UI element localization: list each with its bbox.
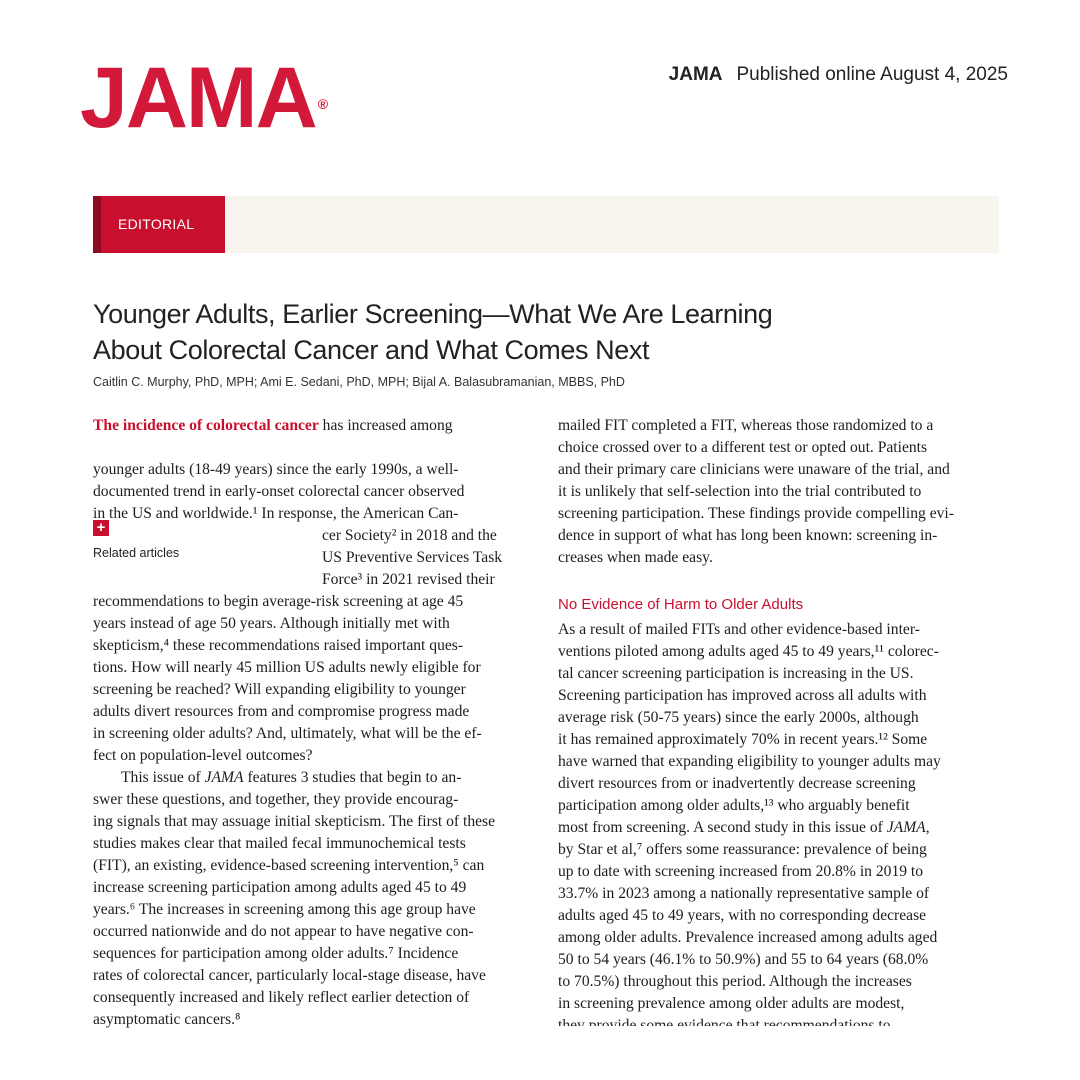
text-line: rates of colorectal cancer, particularly local-stage disease, have (93, 967, 486, 984)
text-line: studies makes clear that mailed fecal immunochemical tests (93, 835, 466, 852)
text-line: tions. How will nearly 45 million US adults newly eligible for (93, 659, 481, 676)
article-title (93, 296, 893, 368)
text-line: to 70.5%) throughout this period. Although the increases (558, 973, 912, 990)
text-line: (FIT), an existing, evidence-based screening intervention,⁵ can (93, 857, 485, 874)
article-type-banner (93, 196, 999, 253)
text-line: in the US and worldwide.¹ In response, the American Can- (93, 505, 459, 522)
text-line: by Star et al,⁷ offers some reassurance: prevalence of being (558, 841, 927, 858)
text-line: ventions piloted among adults aged 45 to 49 years,¹¹ colorec- (558, 643, 939, 660)
text-line: years instead of age 50 years. Although initially met with (93, 615, 450, 632)
text-line: it is unlikely that self-selection into the trial contributed to (558, 483, 922, 500)
text-line: it has remained approximately 70% in recent years.¹² Some (558, 731, 928, 748)
text-line: consequently increased and likely reflect earlier detection of (93, 989, 470, 1006)
editorial-label: EDITORIAL (118, 216, 195, 232)
text-line: fect on population-level outcomes? (93, 747, 313, 764)
text-line: in screening older adults? And, ultimately, what will be the ef- (93, 725, 482, 742)
text-line: participation among older adults,¹³ who arguably benefit (558, 797, 910, 814)
text-line: choice crossed over to a different test or opted out. Patients (558, 439, 928, 456)
text-line: documented trend in early-onset colorectal cancer observed (93, 483, 465, 500)
related-articles[interactable] (93, 520, 179, 560)
page-cutoff (558, 1026, 1008, 1036)
lead-in: The incidence of colorectal cancer (93, 417, 319, 434)
publication-date: Published online August 4, 2025 (736, 64, 1008, 85)
text-line: years.⁶ The increases in screening among this age group have (93, 901, 476, 918)
text-line: creases when made easy. (558, 549, 713, 566)
text-line: adults aged 45 to 49 years, with no corresponding decrease (558, 907, 927, 924)
text-line: tal cancer screening participation is increasing in the US. (558, 665, 914, 682)
text-line: 33.7% in 2023 among a nationally representative sample of (558, 885, 930, 902)
text-line: up to date with screening increased from 20.8% in 2019 to (558, 863, 924, 880)
text-line: adults divert resources from and compromise progress made (93, 703, 470, 720)
text-line: 50 to 54 years (46.1% to 50.9%) and 55 to 64 years (68.0% (558, 951, 929, 968)
journal-name: JAMA (668, 64, 723, 85)
text-line: average risk (50-75 years) since the early 2000s, although (558, 709, 919, 726)
text-line: divert resources from or inadvertently decrease screening (558, 775, 916, 792)
text-line: Force³ in 2021 revised their (322, 571, 495, 588)
text-line (93, 415, 453, 437)
registered-mark: ® (317, 96, 329, 112)
text-line: among older adults. Prevalence increased among adults aged (558, 929, 938, 946)
publication-line (669, 64, 1008, 86)
logo-text: JAMA (80, 50, 316, 146)
text-line: As a result of mailed FITs and other evidence-based inter- (558, 621, 920, 638)
author-list: Caitlin C. Murphy, PhD, MPH; Ami E. Sedani, PhD, MPH; Bijal A. Balasubramanian, MBBS, PhD (93, 375, 625, 389)
text-span: has increased among (318, 417, 453, 434)
text-line: This issue of JAMA features 3 studies that begin to an- (121, 769, 462, 786)
text-line: occurred nationwide and do not appear to have negative con- (93, 923, 474, 940)
editorial-tag (93, 196, 225, 253)
text-line: cer Society² in 2018 and the (322, 527, 497, 544)
text-line: and their primary care clinicians were unaware of the trial, and (558, 461, 950, 478)
title-line: Younger Adults, Earlier Screening—What We Are Learning (93, 299, 773, 329)
text-line: dence in support of what has long been known: screening in- (558, 527, 938, 544)
text-line: asymptomatic cancers.⁸ (93, 1011, 241, 1028)
text-line: most from screening. A second study in this issue of JAMA, (558, 819, 930, 836)
text-line: screening be reached? Will expanding eligibility to younger (93, 681, 466, 698)
text-line: screening participation. These findings provide compelling evi- (558, 505, 954, 522)
text-line: US Preventive Services Task (322, 549, 503, 566)
text-line: sequences for participation among older adults.⁷ Incidence (93, 945, 459, 962)
plus-icon[interactable]: + (93, 520, 109, 536)
section-heading: No Evidence of Harm to Older Adults (558, 596, 804, 613)
related-articles-label[interactable]: Related articles (93, 546, 180, 560)
title-line: About Colorectal Cancer and What Comes Next (93, 335, 650, 365)
text-line: Screening participation has improved across all adults with (558, 687, 927, 704)
text-line: younger adults (18-49 years) since the early 1990s, a well- (93, 461, 459, 478)
text-line: mailed FIT completed a FIT, whereas those randomized to a (558, 417, 934, 434)
text-line: increase screening participation among adults aged 45 to 49 (93, 879, 467, 896)
text-line: in screening prevalence among older adults are modest, (558, 995, 905, 1012)
text-line: have warned that expanding eligibility to younger adults may (558, 753, 941, 770)
jama-logo (80, 50, 329, 146)
text-line: swer these questions, and together, they provide encourag- (93, 791, 459, 808)
text-line: ing signals that may assuage initial skepticism. The first of these (93, 813, 496, 830)
text-line: skepticism,⁴ these recommendations raised important ques- (93, 637, 464, 654)
text-line: recommendations to begin average-risk screening at age 45 (93, 593, 464, 610)
